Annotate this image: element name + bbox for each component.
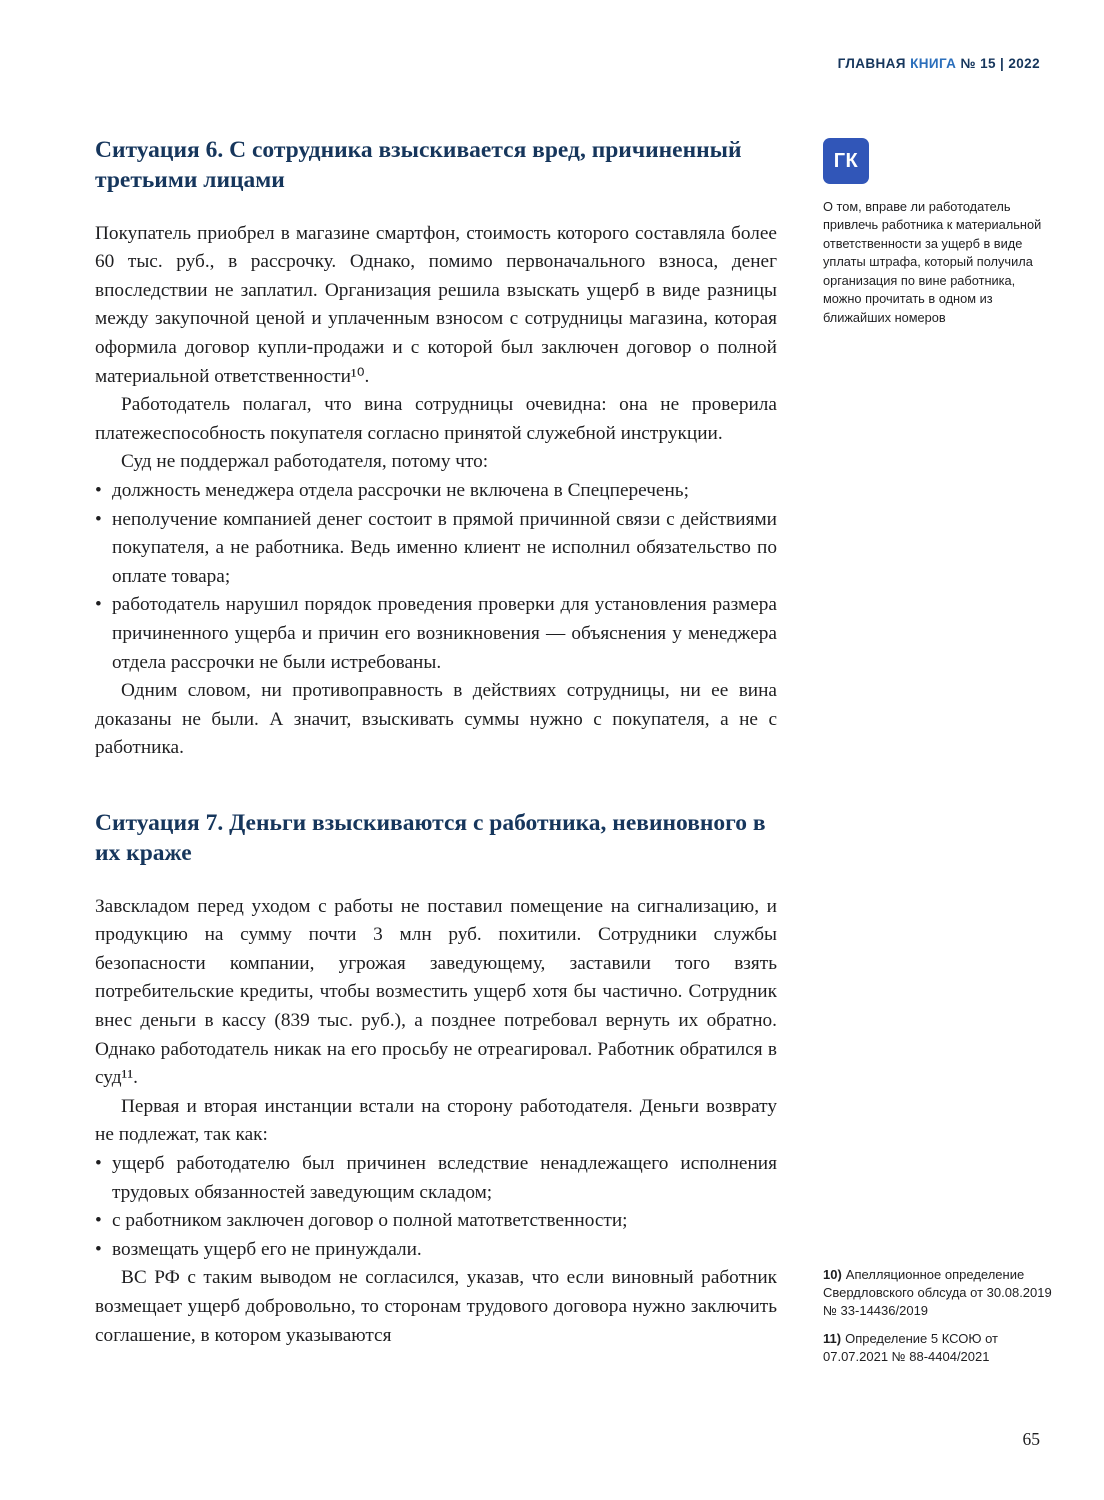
section-heading: Ситуация 6. С сотрудника взыскивается вред, причиненный третьими лицами [95,137,742,193]
gk-logo-icon: ГК [823,138,869,184]
page-number: 65 [1022,1429,1040,1449]
section-heading: Ситуация 7. Деньги взыскиваются с работника, невиновного в их краже [95,809,766,866]
page-header [838,56,1040,71]
paragraph: Завскладом перед уходом с работы не поставил помещение на сигнализацию, и продукцию на сумму почти 3 млн руб. похитили. Сотрудники службы безопасности компании, угрожая заведующему, заставили того взять потребительские кредиты, чтобы возместить ущерб хотя бы частично. Сотрудник внес деньги в кассу (839 тыс. руб.), а позднее потребовал вернуть их обратно. Однако работодатель никак на его просьбу не отреагировал. Работник обратился в суд¹¹. [95,895,777,1089]
paragraph: Одним словом, ни противоправность в действиях сотрудницы, ни ее вина доказаны не были. А значит, взыскивать суммы нужно с покупателя, а не с работника. [95,680,777,759]
section-situation-6 [95,136,777,763]
brand-name-blue: КНИГА [910,56,957,71]
paragraph: Суд не поддержал работодателя, потому что: [121,451,489,473]
paragraph: ВС РФ с таким выводом не согласился, указав, что если виновный работник возмещает ущерб добровольно, то сторонам трудового договора нужно заключить соглашение, в котором указываются [95,1267,777,1346]
paragraph: Первая и вторая инстанции встали на сторону работодателя. Деньги возврату не подлежат, так как: [95,1095,777,1146]
footnote-number: 10) [823,1267,842,1282]
bullet-item: • ущерб работодателю был причинен вследствие ненадлежащего исполнения трудовых обязанностей заведующим складом; [95,1150,777,1207]
brand-name-dark: ГЛАВНАЯ [837,56,911,71]
footnote-text: Определение 5 КСОЮ от 07.07.2021 № 88-4404/2021 [823,1330,999,1364]
footnote [823,1330,1055,1366]
bullet-list [95,477,777,677]
bullet-item: • работодатель нарушил порядок проведения проверки для установления размера причиненного ущерба и причин его возникновения — объяснения у менеджера отдела рассрочки не были истребованы. [95,591,777,677]
main-text-column [95,136,777,1350]
issue-number: № 15 | 2022 [956,56,1040,71]
sidebar-note: О том, вправе ли работодатель привлечь работника к материальной ответственности за ущерб в виде уплаты штрафа, который получила организация по вине работника, можно прочитать в одном из ближайших номеров [823,199,1042,325]
section-situation-7 [95,809,777,1350]
footnote-text: Апелляционное определение Свердловского облсуда от 30.08.2019 № 33-14436/2019 [823,1267,1052,1319]
bullet-item: • возмещать ущерб его не принуждали. [95,1236,777,1265]
bullet-item: • с работником заключен договор о полной матответственности; [95,1207,777,1236]
footnotes [823,1266,1055,1375]
paragraph: Работодатель полагал, что вина сотрудницы очевидна: она не проверила платежеспособность покупателя согласно принятой служебной инструкции. [95,394,777,444]
bullet-list [95,1150,777,1264]
footnote [823,1266,1055,1321]
bullet-item: • неполучение компанией денег состоит в прямой причинной связи с действиями покупателя, а не работника. Ведь именно клиент не исполнил обязательство по оплате товара; [95,506,777,592]
sidebar [823,138,1043,327]
paragraph: Покупатель приобрел в магазине смартфон, стоимость которого составляла более 60 тыс. руб., в рассрочку. Однако, помимо первоначального взноса, денег впоследствии не заплатил. Организация решила взыскать ущерб в виде разницы между закупочной ценой и уплаченным взносом с сотрудницы магазина, которая оформила договор купли-продажи и с которой был заключен договор о полной материальной ответственности¹⁰. [95,222,777,387]
footnote-number: 11) [823,1330,842,1346]
bullet-item: • должность менеджера отдела рассрочки не включена в Спецперечень; [95,477,777,506]
